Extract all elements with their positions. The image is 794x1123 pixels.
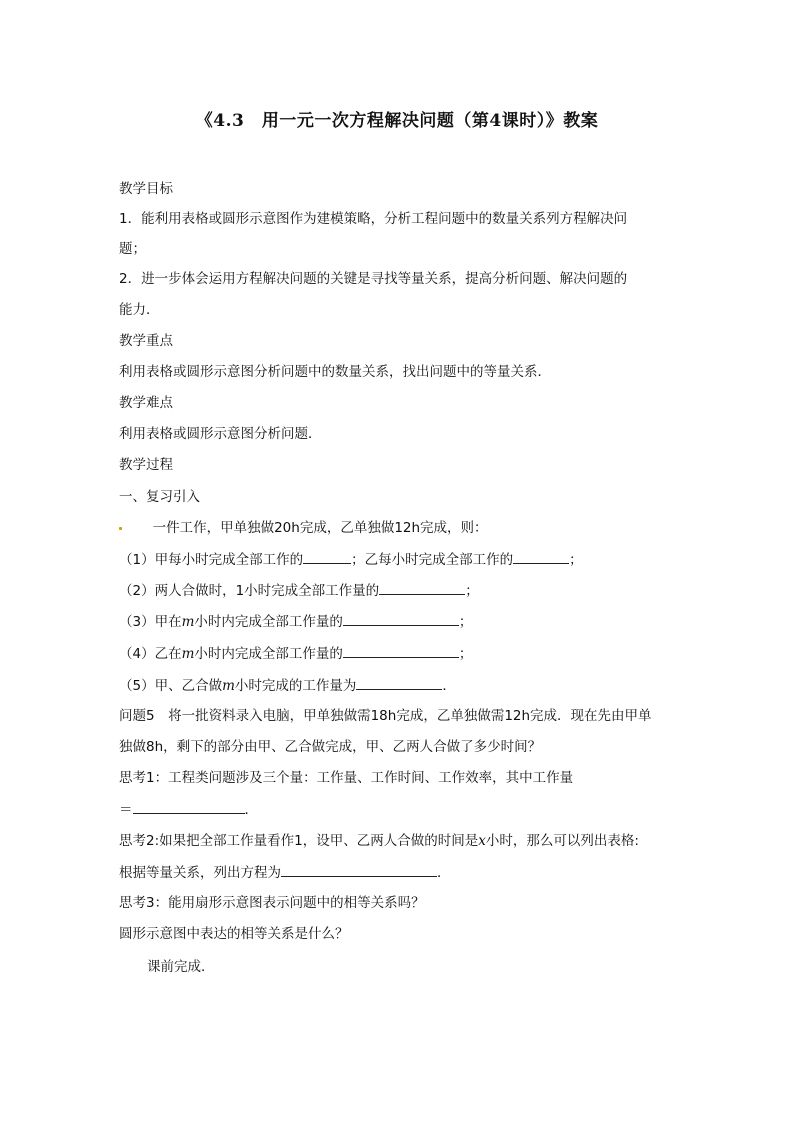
think-2-line-1 <box>119 832 639 850</box>
difficulty-text: 利用表格或圆形示意图分析问题． <box>119 426 322 442</box>
goal-2-line-2: 能力． <box>119 302 160 318</box>
question-5-text-a: （5）甲、乙合做 <box>119 678 223 694</box>
preparation-note: 课前完成． <box>147 959 215 975</box>
question-2-text-a: （2）两人合做时，1小时完成全部工作量的 <box>119 583 380 599</box>
goals-heading: 教学目标 <box>119 181 173 197</box>
think-1-period: ． <box>244 802 258 818</box>
question-1 <box>119 550 583 569</box>
think-3: 思考3：能用扇形示意图表示问题中的相等关系吗？ <box>119 895 425 911</box>
question-3-variable: m <box>181 614 195 630</box>
question-4-variable: m <box>181 646 195 662</box>
intro-text: 一件工作，甲单独做20h完成，乙单独做12h完成，则： <box>152 520 488 536</box>
question-4 <box>119 644 472 663</box>
question-2-text-b: ； <box>465 583 479 599</box>
page-title: 《4.3 用一元一次方程解决问题（第4课时）》教案 <box>195 111 599 131</box>
question-4-text-a: （4）乙在 <box>119 646 182 662</box>
question-2 <box>119 581 479 600</box>
answer-blank-2[interactable] <box>379 581 465 595</box>
circle-diagram-question: 圆形示意图中表达的相等关系是什么？ <box>119 926 349 942</box>
think-1-line-1: 思考1：工程类问题涉及三个量：工作量、工作时间、工作效率，其中工作量 <box>119 770 574 786</box>
think-2-line-2 <box>119 863 451 882</box>
answer-blank-5[interactable] <box>356 676 442 690</box>
think-2-variable: x <box>478 833 486 849</box>
question-3-text-c: ； <box>458 614 473 630</box>
answer-blank-3[interactable] <box>343 612 459 626</box>
question-3-text-b: 小时内完成全部工作量的 <box>194 614 343 630</box>
question-5-variable: m <box>222 678 235 694</box>
question-3 <box>119 612 472 631</box>
question-1-text-a: （1）甲每小时完成全部工作的 <box>119 552 304 568</box>
review-heading: 一、复习引入 <box>119 489 200 505</box>
question-1-text-c: ； <box>569 552 583 568</box>
question-5-text-c: ． <box>442 678 456 694</box>
margin-mark <box>119 527 122 530</box>
question-3-text-a: （3）甲在 <box>119 614 182 630</box>
question-1-text-b: ；乙每小时完成全部工作的 <box>351 552 514 568</box>
question-5-text-b: 小时完成的工作量为 <box>234 678 357 694</box>
goal-1-line-2: 题； <box>119 241 146 257</box>
key-points-text: 利用表格或圆形示意图分析问题中的数量关系，找出问题中的等量关系． <box>119 364 551 380</box>
goal-2-line-1: 2．进一步体会运用方程解决问题的关键是寻找等量关系，提高分析问题、解决问题的 <box>119 271 628 287</box>
answer-blank-4[interactable] <box>343 644 459 658</box>
question-4-text-c: ； <box>458 646 473 662</box>
answer-blank-1a[interactable] <box>303 550 351 564</box>
think-2-text-b: 小时，那么可以列出表格: <box>485 833 639 849</box>
answer-blank-1b[interactable] <box>513 550 569 564</box>
think-2-text-c: 根据等量关系，列出方程为 <box>119 865 281 881</box>
key-points-heading: 教学重点 <box>119 333 173 349</box>
process-heading: 教学过程 <box>119 457 173 473</box>
think-1-equals: ＝ <box>119 802 133 818</box>
question-5 <box>119 676 456 695</box>
difficulty-heading: 教学难点 <box>119 395 173 411</box>
goal-1-line-1: 1．能利用表格或圆形示意图作为建模策略，分析工程问题中的数量关系列方程解决问 <box>119 211 628 227</box>
problem-5-line-2: 独做8h，剩下的部分由甲、乙合做完成，甲、乙两人合做了多少时间？ <box>119 739 542 755</box>
question-4-text-b: 小时内完成全部工作量的 <box>194 646 343 662</box>
answer-blank-equation[interactable] <box>281 863 437 877</box>
answer-blank-think-1[interactable] <box>133 800 245 814</box>
think-1-line-2 <box>119 800 258 819</box>
think-2-period: ． <box>437 865 451 881</box>
intro-line <box>119 519 488 537</box>
think-2-text-a: 思考2:如果把全部工作量看作1，设甲、乙两人合做的时间是 <box>119 833 479 849</box>
problem-5-line-1: 问题5 将一批资料录入电脑，甲单独做需18h完成，乙单独做需12h完成．现在先由甲单 <box>119 708 652 724</box>
